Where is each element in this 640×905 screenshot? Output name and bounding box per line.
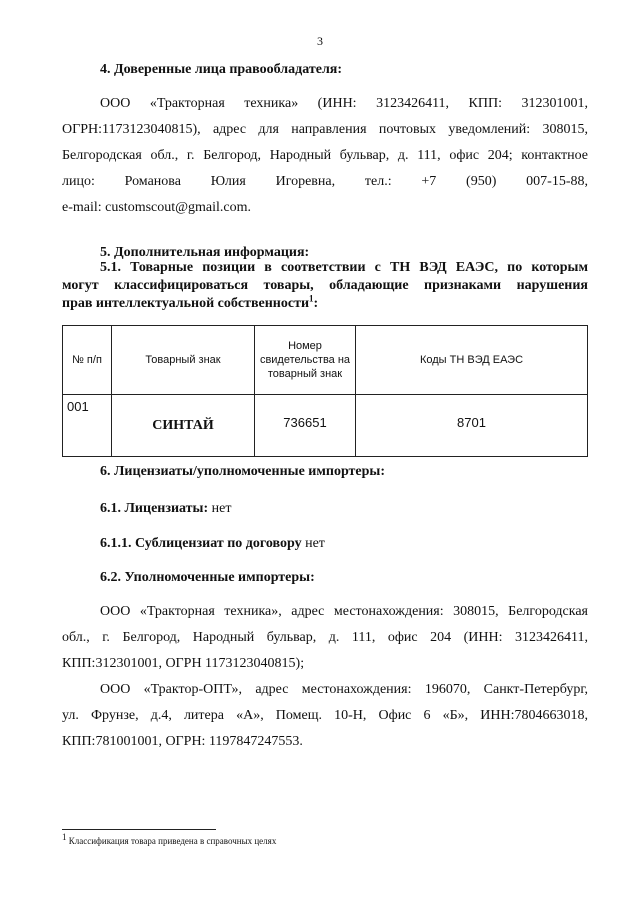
section-6-1 xyxy=(100,501,231,517)
page-number: 3 xyxy=(317,34,323,48)
importer-2-line: ООО «Трактор-ОПТ», адрес местонахождения: 196070, Санкт-Петербург, xyxy=(100,682,588,697)
footnote-text: Классификация товара приведена в справочных целях xyxy=(68,836,277,846)
importer-1-line: ООО «Тракторная техника», адрес местонахождения: 308015, Белгородская xyxy=(100,604,588,619)
section-5-1-text xyxy=(62,259,588,313)
section-5-1-line: прав интеллектуальной собственности xyxy=(62,296,310,311)
header-trademark: Товарный знак xyxy=(112,326,255,395)
importer-1-line: КПП:312301001, ОГРН 1173123040815); xyxy=(62,656,305,671)
row-code: 8701 xyxy=(356,395,588,457)
section-6-heading: 6. Лицензиаты/уполномоченные импортеры: xyxy=(100,464,386,479)
section-6-1-label: 6.1. Лицензиаты: xyxy=(100,501,209,516)
trademark-table xyxy=(62,325,588,457)
row-trademark: СИНТАЙ xyxy=(112,395,255,457)
section-4-line: ОГРН:1173123040815), адрес для направления почтовых уведомлений: 308015, xyxy=(62,122,588,137)
section-6-1-1-label: 6.1.1. Сублицензиат по договору xyxy=(100,536,302,551)
importer-2-line: КПП:781001001, ОГРН: 1197847247553. xyxy=(62,734,303,749)
table-header-row xyxy=(63,326,588,395)
section-4-email-line: e-mail: customscout@gmail.com. xyxy=(62,200,252,215)
section-5-heading: 5. Дополнительная информация: xyxy=(100,245,310,260)
footnote-reference[interactable]: 1 xyxy=(309,293,314,304)
section-5-1-line: 5.1. Товарные позиции в соответствии с ТН ВЭД ЕАЭС, по которым xyxy=(100,260,588,275)
section-6-2-heading: 6.2. Уполномоченные импортеры: xyxy=(100,570,315,585)
section-4-line: лицо: Романова Юлия Игоревна, тел.: +7 (950) 007-15-88, xyxy=(62,174,588,189)
importer-1 xyxy=(62,599,588,677)
section-4-heading: 4. Доверенные лица правообладателя: xyxy=(100,62,343,77)
header-number: № п/п xyxy=(63,326,112,395)
header-certificate: Номер свидетельства на товарный знак xyxy=(255,326,356,395)
section-6-1-1 xyxy=(100,536,325,552)
section-4-line: Белгородская обл., г. Белгород, Народный бульвар, д. 111, офис 204; контактное xyxy=(62,148,588,163)
footnote-mark: 1 xyxy=(62,832,67,842)
importer-1-line: обл., г. Белгород, Народный бульвар, д. 111, офис 204 (ИНН: 3123426411, xyxy=(62,630,588,645)
section-4-line: ООО «Тракторная техника» (ИНН: 3123426411, КПП: 312301001, xyxy=(100,96,588,111)
footnote-divider xyxy=(62,829,216,830)
footnote xyxy=(62,832,277,846)
section-5-1-line: могут классифицироваться товары, обладающие признаками нарушения xyxy=(62,278,588,293)
row-number: 001 xyxy=(63,395,112,457)
section-4-body xyxy=(62,91,588,221)
importer-2-line: ул. Фрунзе, д.4, литера «А», Помещ. 10-Н, Офис 6 «Б», ИНН:7804663018, xyxy=(62,708,588,723)
header-codes: Коды ТН ВЭД ЕАЭС xyxy=(356,326,588,395)
section-6-1-1-value: нет xyxy=(305,536,325,551)
section-6-1-value: нет xyxy=(211,501,232,516)
section-5-1-colon: : xyxy=(313,296,319,311)
row-certificate: 736651 xyxy=(255,395,356,457)
table-row xyxy=(63,395,588,457)
importer-2 xyxy=(62,677,588,755)
